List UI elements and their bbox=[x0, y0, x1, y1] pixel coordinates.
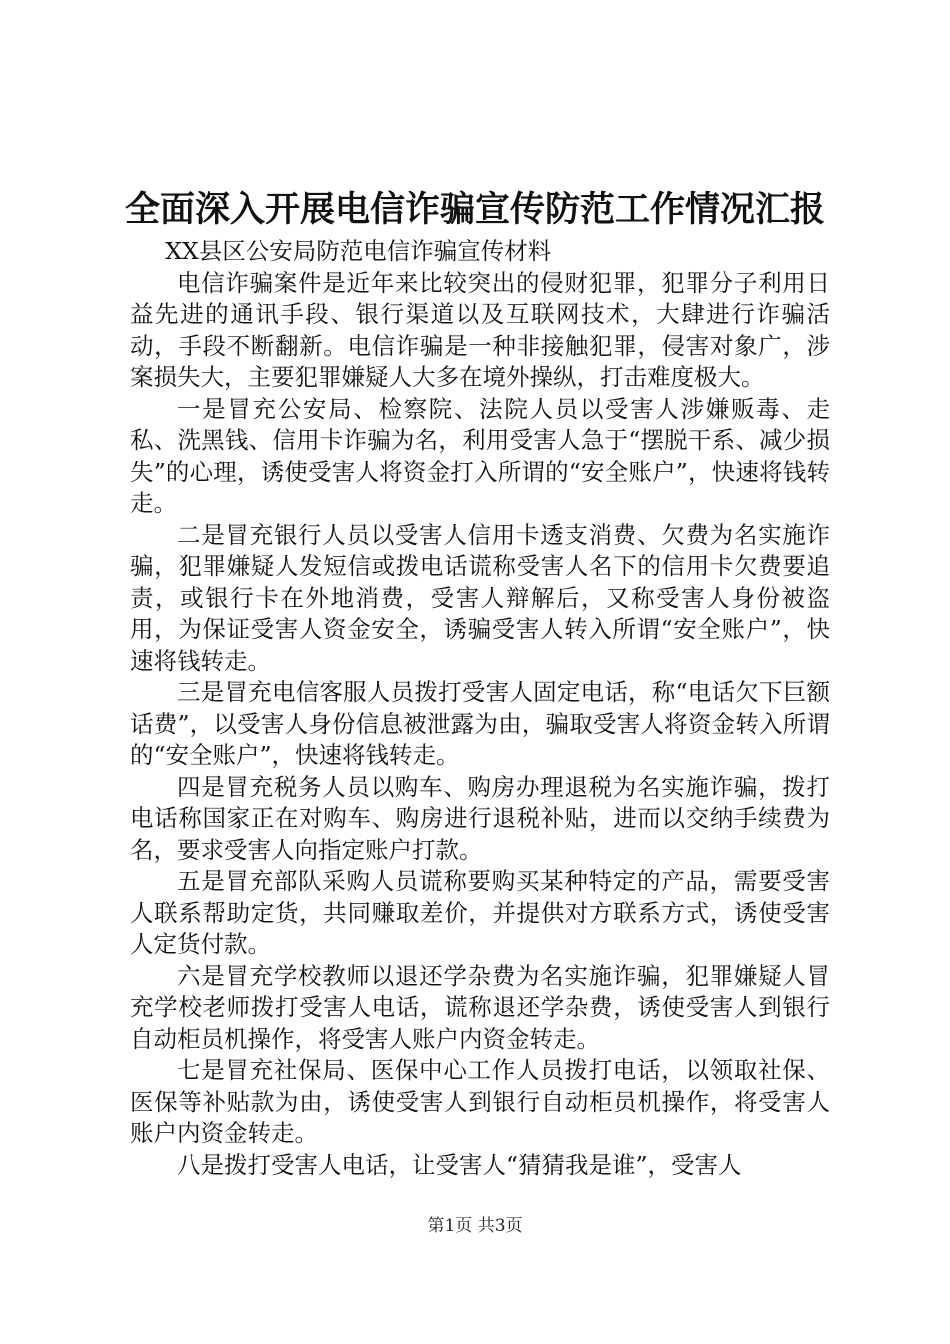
paragraph-3: 三是冒充电信客服人员拨打受害人固定电话，称“电话欠下巨额话费”，以受害人身份信息被泄露为由，骗取受害人将资金转入所谓的“安全账户”，快速将钱转走。 bbox=[130, 678, 830, 769]
paragraph-5: 五是冒充部队采购人员谎称要购买某种特定的产品，需要受害人联系帮助定货，共同赚取差价，并提供对方联系方式，诱使受害人定货付款。 bbox=[130, 867, 830, 958]
paragraph-6: 六是冒充学校教师以退还学杂费为名实施诈骗，犯罪嫌疑人冒充学校老师拨打受害人电话，谎称退还学杂费，诱使受害人到银行自动柜员机操作，将受害人账户内资金转走。 bbox=[130, 961, 830, 1053]
paragraph-1: 一是冒充公安局、检察院、法院人员以受害人涉嫌贩毒、走私、洗黑钱、信用卡诈骗为名，利用受害人急于“摆脱干系、减少损失”的心理，诱使受害人将资金打入所谓的“安全账户”，快速将钱转走。 bbox=[130, 394, 830, 517]
paragraph-4: 四是冒充税务人员以购车、购房办理退税为名实施诈骗，拨打电话称国家正在对购车、购房进行退税补贴，进而以交纳手续费为名，要求受害人向指定账户打款。 bbox=[130, 772, 830, 864]
paragraph-7: 七是冒充社保局、医保中心工作人员拨打电话，以领取社保、医保等补贴款为由，诱使受害人到银行自动柜员机操作，将受害人账户内资金转走。 bbox=[130, 1056, 830, 1147]
document-body bbox=[130, 236, 830, 1181]
document-subtitle: XX县区公安局防范电信诈骗宣传材料 bbox=[165, 237, 552, 265]
paragraph-2: 二是冒充银行人员以受害人信用卡透支消费、欠费为名实施诈骗，犯罪嫌疑人发短信或拨电话谎称受害人名下的信用卡欠费要追责，或银行卡在外地消费，受害人辩解后，又称受害人身份被盗用，为保证受害人资金安全，诱骗受害人转入所谓“安全账户”，快速将钱转走。 bbox=[130, 520, 830, 675]
paragraph-intro: 电信诈骗案件是近年来比较突出的侵财犯罪，犯罪分子利用日益先进的通讯手段、银行渠道以及互联网技术，大肆进行诈骗活动，手段不断翻新。电信诈骗是一种非接触犯罪，侵害对象广，涉案损失大，主要犯罪嫌疑人大多在境外操纵，打击难度极大。 bbox=[130, 268, 830, 391]
paragraph-8: 八是拨打受害人电话，让受害人“猜猜我是谁”，受害人 bbox=[177, 1150, 742, 1179]
page-number-footer: 第1页 共3页 bbox=[427, 1216, 523, 1236]
document-title: 全面深入开展电信诈骗宣传防范工作情况汇报 bbox=[124, 190, 825, 230]
